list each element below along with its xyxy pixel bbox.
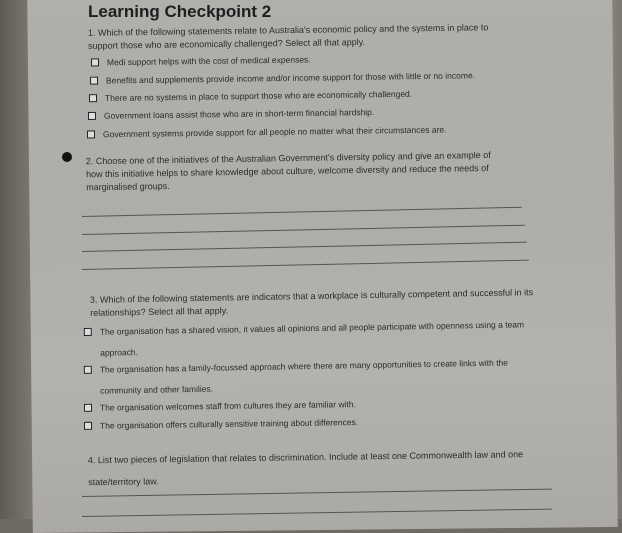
checkbox[interactable] xyxy=(84,366,92,374)
q1-option[interactable]: Benefits and supplements provide income and/or income support for those with little or no income. xyxy=(90,69,475,86)
checkbox[interactable] xyxy=(91,58,99,66)
q1-option[interactable]: Government loans assist those who are in short-term financial hardship. xyxy=(88,106,374,122)
checkbox[interactable] xyxy=(89,94,97,102)
hole-punch xyxy=(62,152,72,162)
q1-option[interactable]: Government systems provide support for all people no matter what their circumstances are. xyxy=(87,123,447,140)
q1-option[interactable]: There are no systems in place to support those who are economically challenged. xyxy=(89,88,412,105)
question-1: 1. Which of the following statements relate to Australia's economic policy and the systems in place to support those who are economically challenged? Select all that apply. xyxy=(87,22,489,51)
q3-option[interactable]: The organisation welcomes staff from cultures they are familiar with. xyxy=(84,398,356,414)
checkbox[interactable] xyxy=(84,422,92,430)
q1-option[interactable]: Medi support helps with the cost of medical expenses. xyxy=(91,53,311,68)
q3-option[interactable]: The organisation offers culturally sensitive training about differences. xyxy=(84,416,358,432)
checkbox[interactable] xyxy=(84,404,92,412)
q3-option[interactable]: The organisation has a shared vision, it values all opinions and all people participate with openness using a team approach. xyxy=(84,318,545,364)
checkbox[interactable] xyxy=(90,77,98,85)
checkbox[interactable] xyxy=(87,130,95,138)
question-2: 2. Choose one of the initiatives of the Australian Government's diversity policy and give an example of how this initiative helps to share knowledge about culture, welcome diversity and reduce the needs of marginalised groups. xyxy=(85,149,491,193)
page-title: Learning Checkpoint 2 xyxy=(88,2,272,21)
question-4: 4. List two pieces of legislation that relates to discrimination. Include at least one Commonwealth law and one state/territory law. xyxy=(87,449,524,488)
checkbox[interactable] xyxy=(88,112,96,120)
question-3: 3. Which of the following statements are indicators that a workplace is culturally competent and successful in its relationships? Select all that apply. xyxy=(89,287,534,318)
checkbox[interactable] xyxy=(84,328,92,336)
q3-option[interactable]: The organisation has a family-focussed approach where there are many opportunities to create links with the community and other families. xyxy=(84,356,535,402)
